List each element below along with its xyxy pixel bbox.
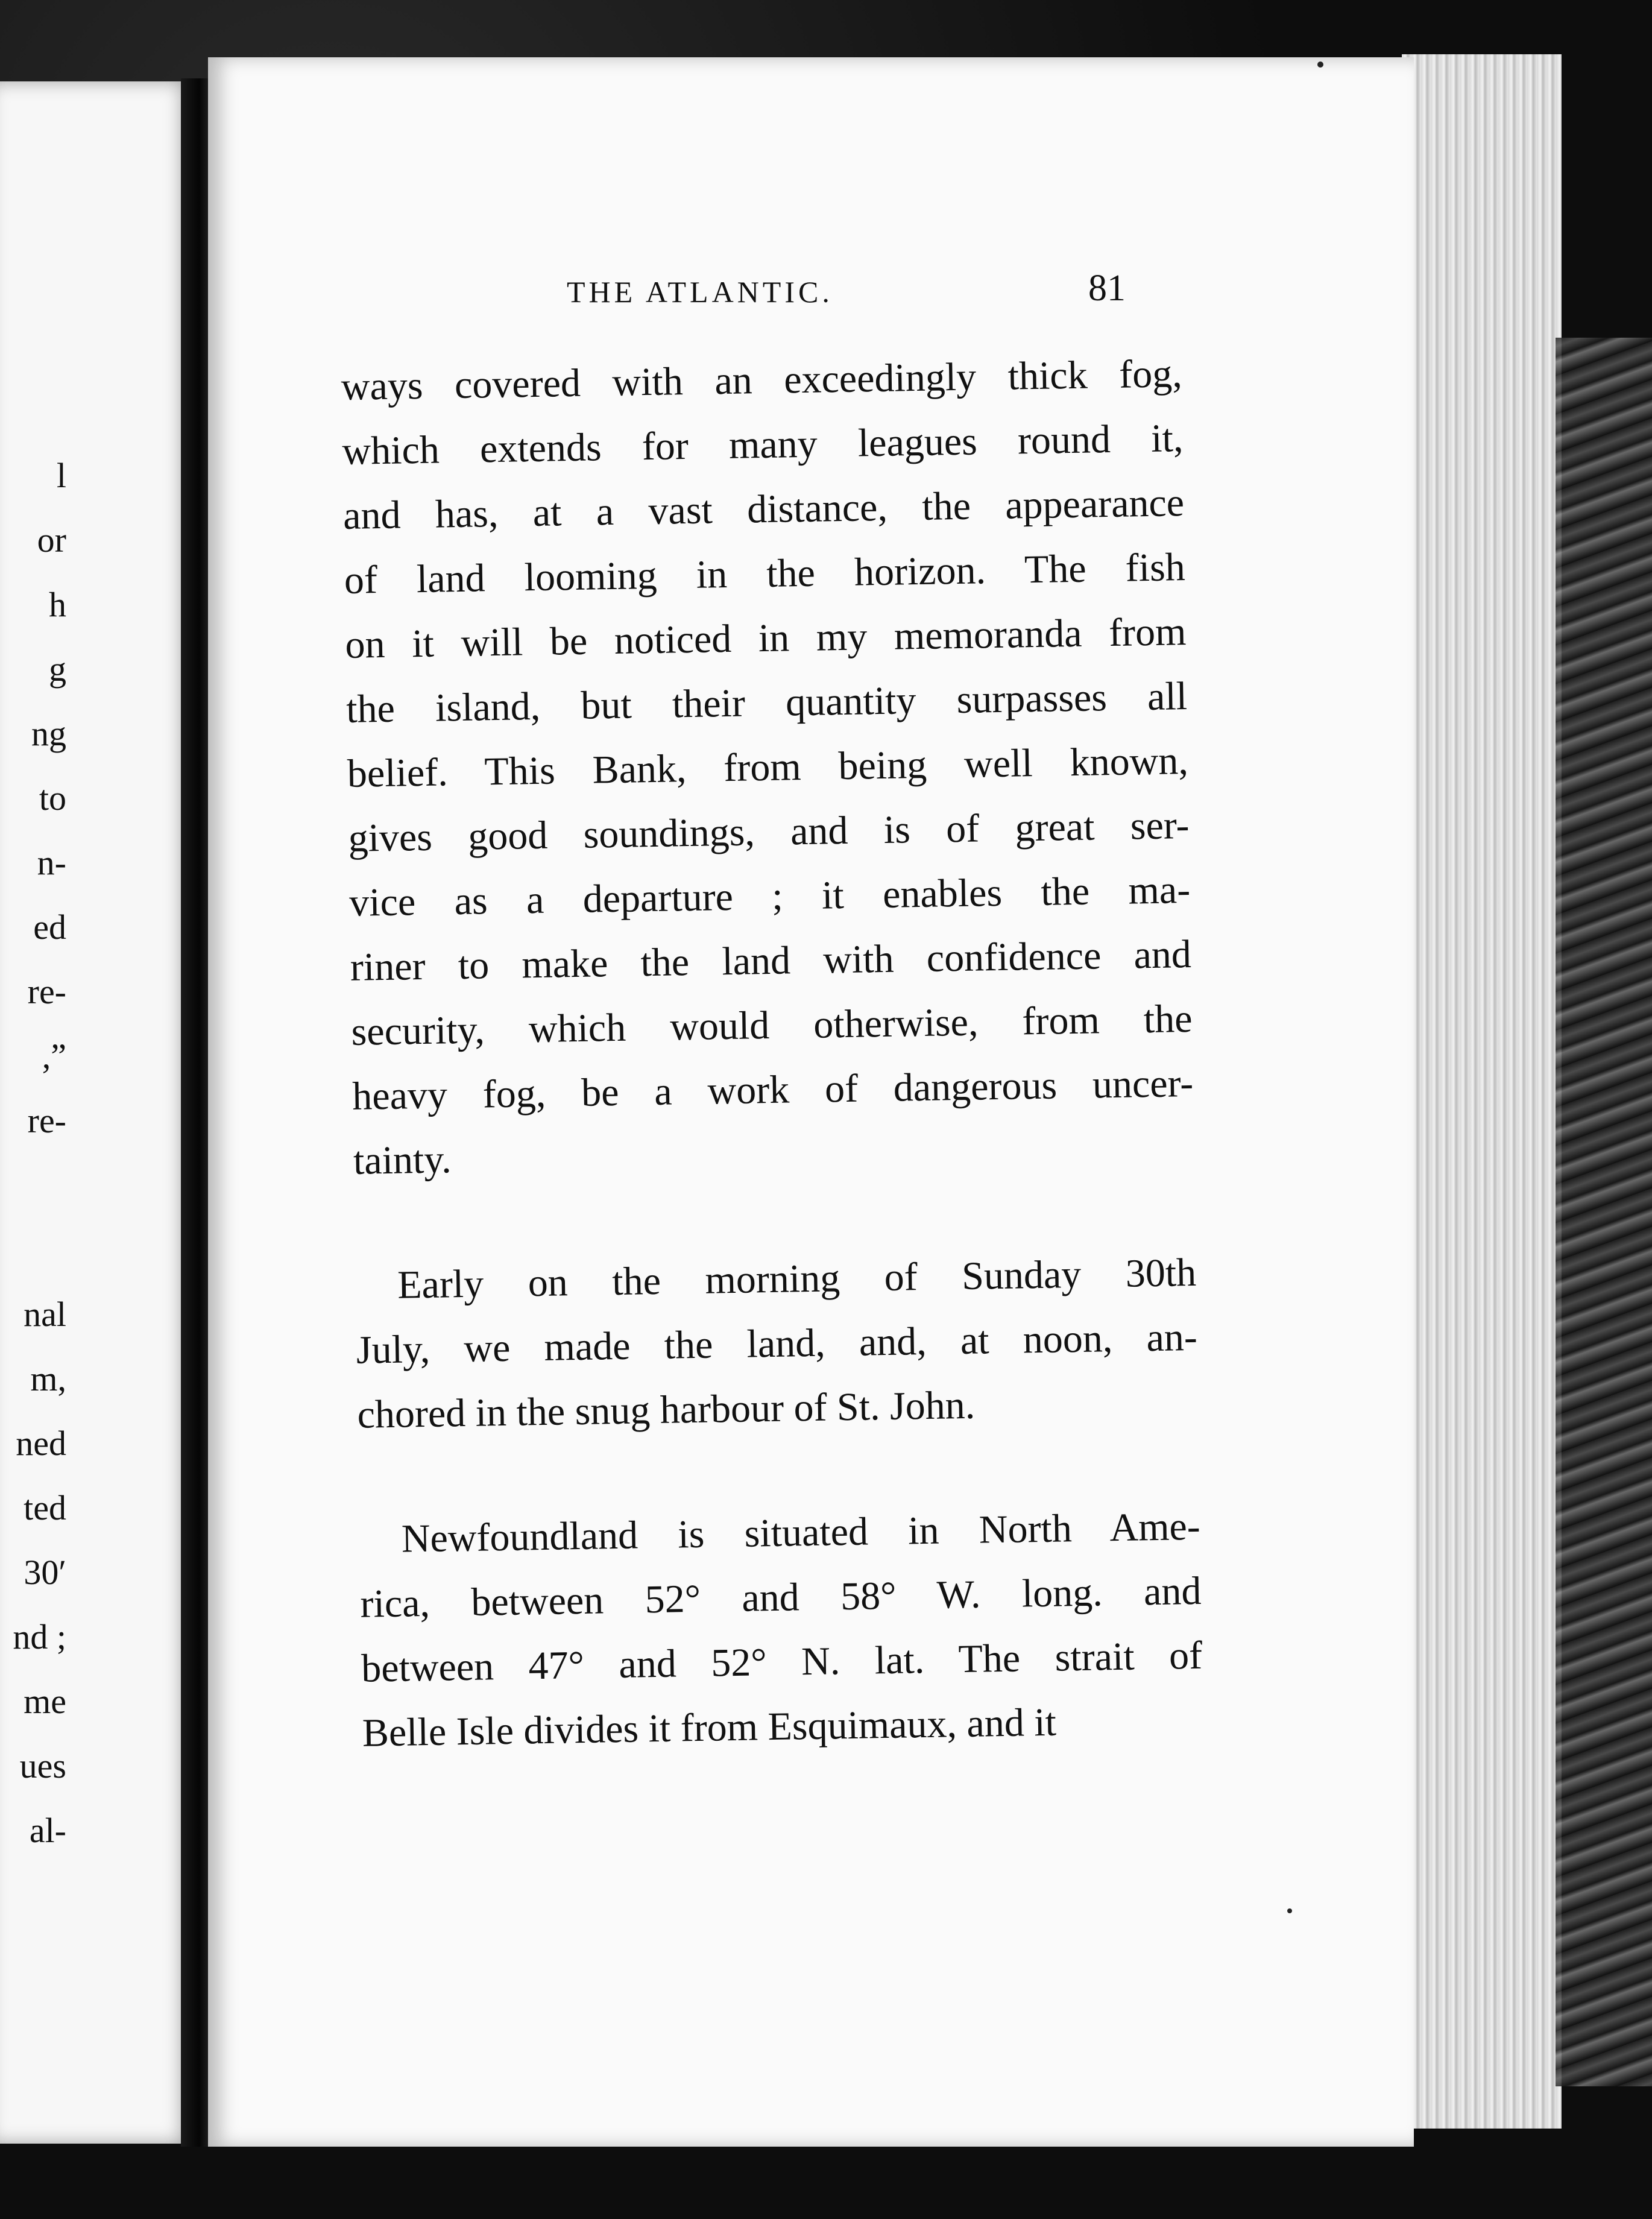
running-head: THE ATLANTIC. bbox=[567, 275, 833, 309]
paragraph-2 bbox=[355, 1240, 1199, 1447]
text-line: gives good soundings, and is of great ser- bbox=[348, 803, 1190, 860]
text-line: which extends for many leagues round it, bbox=[341, 416, 1184, 473]
paragraph-3 bbox=[359, 1494, 1204, 1766]
paragraph-1 bbox=[341, 341, 1195, 1193]
text-line: July, we made the land, and, at noon, an- bbox=[356, 1315, 1198, 1372]
text-line: security, which would otherwise, from the bbox=[351, 996, 1193, 1054]
text-line: Belle Isle divides it from Esquimaux, and it bbox=[362, 1700, 1057, 1755]
text-line: chored in the snug harbour of St. John. bbox=[357, 1383, 976, 1437]
left-page-fragment: re- bbox=[27, 972, 66, 1011]
left-page-fragment: ng bbox=[31, 714, 66, 753]
text-line: the island, but their quantity surpasses all bbox=[345, 674, 1188, 731]
left-page-fragment: nd ; bbox=[13, 1617, 66, 1656]
body-text bbox=[341, 341, 1204, 1766]
left-page-fragment: ned bbox=[16, 1424, 66, 1463]
text-line: rica, between 52° and 58° W. long. and bbox=[359, 1568, 1202, 1626]
ink-speck bbox=[1317, 62, 1323, 68]
left-page-fragment: nal bbox=[24, 1295, 66, 1334]
left-page-fragment: h bbox=[49, 585, 66, 624]
left-page-fragment: n- bbox=[37, 843, 66, 882]
left-page-fragment: re- bbox=[27, 1101, 66, 1140]
text-line: ways covered with an exceedingly thick fog, bbox=[341, 352, 1183, 409]
left-page-fragment: ,” bbox=[42, 1037, 66, 1076]
text-line: tainty. bbox=[353, 1137, 452, 1183]
left-page-fragment: to bbox=[39, 778, 66, 818]
text-line: of land looming in the horizon. The fish bbox=[344, 545, 1186, 602]
left-page-fragment bbox=[0, 1153, 66, 1217]
left-page-fragment: l bbox=[56, 456, 66, 495]
book-gutter bbox=[181, 78, 211, 2147]
left-page-fragment: g bbox=[49, 649, 66, 689]
left-page-fragment bbox=[0, 1217, 66, 1282]
page-edges bbox=[1402, 54, 1562, 2129]
left-page-fragment: ted bbox=[24, 1488, 66, 1527]
left-page-fragment: or bbox=[37, 520, 66, 560]
text-line: Newfoundland is situated in North Ame- bbox=[401, 1504, 1201, 1561]
left-page-fragment: al- bbox=[29, 1811, 66, 1850]
marbled-endpaper bbox=[1556, 338, 1652, 2086]
text-line: and has, at a vast distance, the appearance bbox=[342, 481, 1185, 538]
text-line: vice as a departure ; it enables the ma- bbox=[348, 867, 1191, 925]
text-line: between 47° and 52° N. lat. The strait of bbox=[361, 1633, 1203, 1691]
left-page-fragment: 30′ bbox=[24, 1553, 66, 1592]
left-page bbox=[0, 81, 193, 2144]
text-line: riner to make the land with confidence and bbox=[350, 932, 1192, 990]
left-page-fragment: ues bbox=[19, 1746, 66, 1785]
left-page-line-fragments bbox=[0, 443, 66, 1863]
text-line: heavy fog, be a work of dangerous uncer- bbox=[352, 1061, 1194, 1119]
page-number: 81 bbox=[1088, 268, 1126, 309]
left-page-fragment: ed bbox=[33, 907, 66, 947]
text-line: on it will be noticed in my memoranda from bbox=[344, 610, 1187, 667]
ink-speck bbox=[1287, 1908, 1292, 1913]
text-line: belief. This Bank, from being well known, bbox=[347, 739, 1189, 796]
left-page-fragment: me bbox=[24, 1682, 66, 1721]
left-page-fragment: m, bbox=[30, 1359, 66, 1398]
text-line: Early on the morning of Sunday 30th bbox=[397, 1250, 1197, 1307]
